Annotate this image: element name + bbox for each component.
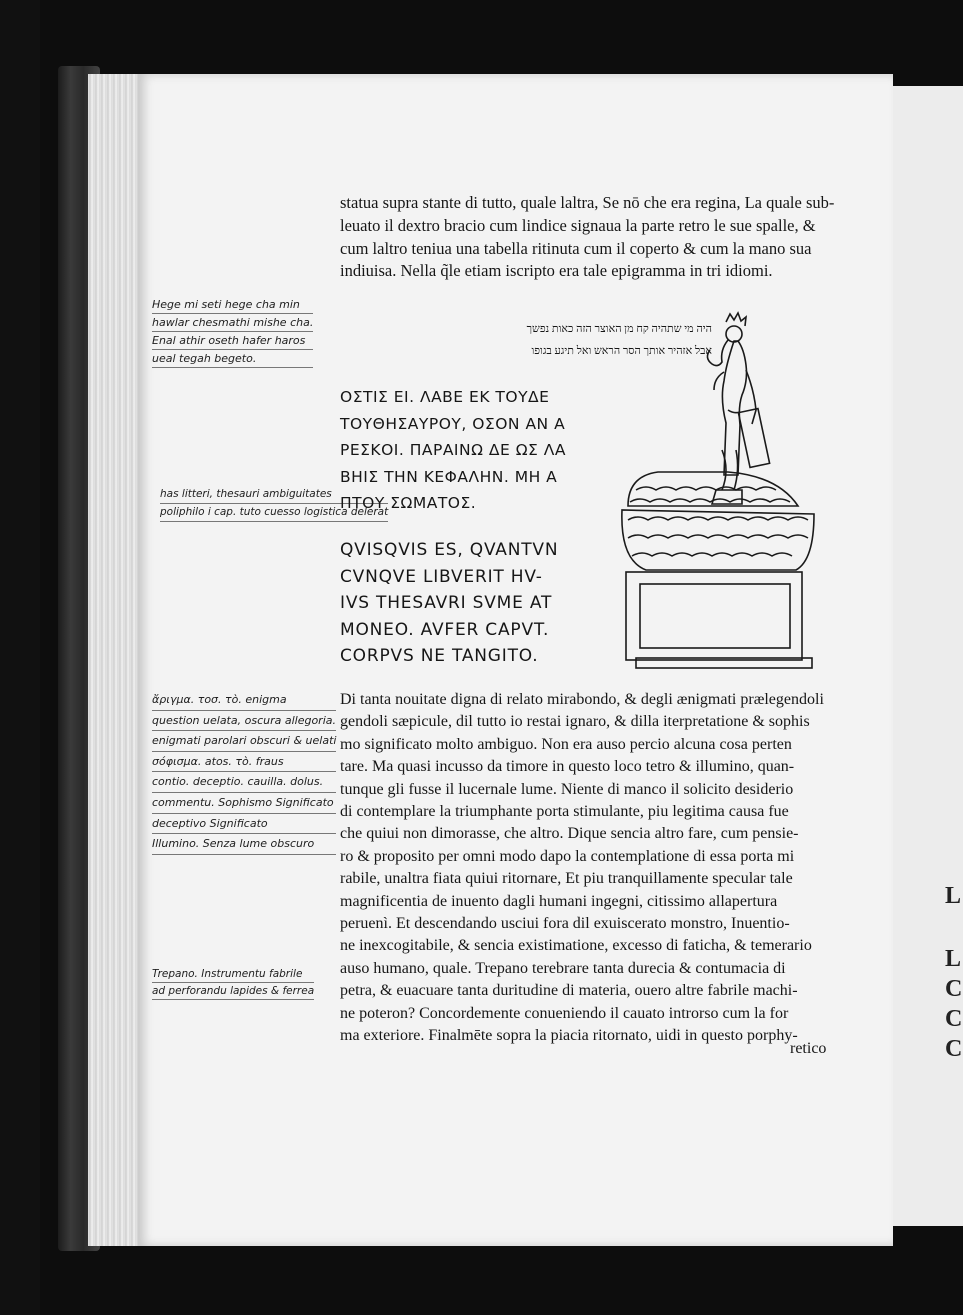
margin-note-2: has litteri, thesauri ambiguitates poliphilo i cap. tuto cuesso logistica delerat xyxy=(160,486,388,522)
text-line: leuato il dextro bracio cum lindice signaua la parte retro le sue spalle, & xyxy=(340,215,816,235)
text-line: auso humano, quale. Trepano terebrare tanta durecia & contumacia di xyxy=(340,959,786,977)
text-line: ma exteriore. Finalmēte sopra la piacia ritornato, uidi in questo porphy- xyxy=(340,1027,798,1045)
text-line: peruenì. Et descendando usciui fora dil exuiscerato monstro, Inuentio- xyxy=(340,915,790,933)
text-line: di contemplare la triumphante porta stimulante, piu legitima causa fue xyxy=(340,803,789,821)
text-line: che quiui non dimorasse, che altro. Dique sencia altro fare, cum pensie- xyxy=(340,825,799,843)
text-line: ro & proposito per omni modo dapo la contemplatione di essa porta mi xyxy=(340,847,795,865)
facing-fragment: L xyxy=(945,946,962,972)
text-line: tunque gli fusse il lucernale lume. Niente di manco il solicito desiderio xyxy=(340,780,794,798)
text-line: gendoli sæpicule, dil tutto io restai ignaro, & dilla iterpretatione & sophis xyxy=(340,713,810,731)
margin-note-3: ἄριγμα. τοσ. τὸ. enigma question uelata, oscura allegoria. enigmati parolari obscuri & uelati σόφισμα. atos. τὸ. fraus contio. deceptio. cauilla. dolus. commentu. Sophismo Significato deceptivo Significato Illumino. Senza lume obscuro xyxy=(152,690,336,855)
text-line: rabile, unaltra fiata quiui ritornare, Et piu tranquillamente specular tale xyxy=(340,870,793,888)
latin-inscription: QVISQVIS ES, QVANTVN CVNQVE LIBVERIT HV- IVS THESAVRI SVME AT MONEO. AVFER CAPVT. CORPVS NE TANGITO. xyxy=(340,540,559,666)
text-line: petra, & euacuare tanta duritudine di materia, ouero altre fabrile machi- xyxy=(340,982,798,1000)
hebrew-inscription: היה מי שתהיה קח מן האוצר הזה כאות נפשך אבל אזהיר אותך הסר הראש ואל תיגע בגופו xyxy=(526,323,712,357)
text-line: cum laltro teniua una tabella ritinuta cum il coperto & cum la mano sua xyxy=(340,238,812,258)
left-dark-border xyxy=(0,0,40,1315)
margin-note-1: Hege mi seti hege cha min hawlar chesmathi mishe cha. Enal athir oseth hafer haros ueal tegah begeto. xyxy=(152,296,313,368)
text-line: Di tanta nouitate digna di relato mirabondo, & degli ænigmati prælegendoli xyxy=(340,691,824,708)
text-line: indiuisa. Nella q̃le etiam iscripto era tale epigramma in tri idiomi. xyxy=(340,261,773,281)
text-line: tare. Ma quasi incusso da timore in questo loco tetro & illumino, quan- xyxy=(340,758,795,776)
text-line: ne poteron? Concordemente conueniendo il cauato introrso cum la for xyxy=(340,1004,789,1022)
statue-on-sarcophagus-woodcut xyxy=(618,310,818,670)
text-line: statua supra stante di tutto, quale laltra, Se nō che era regina, La quale sub- xyxy=(340,193,835,212)
catchword: retico xyxy=(790,1040,827,1057)
margin-note-4: Trepano. Instrumentu fabrile ad perforandu lapides & ferrea xyxy=(152,966,314,1000)
text-line: mo significato molto ambiguo. Non era auso percio alcuna cosa perten xyxy=(340,735,792,753)
body-paragraph xyxy=(340,689,852,1048)
main-paragraph xyxy=(340,192,850,283)
greek-inscription: ΟΣΤΙΣ ΕΙ. ΛΑΒΕ ΕΚ ΤΟΥΔΕ ΤΟΥΘΗΣΑΥΡΟΥ, ΟΣΟΝ ΑΝ Α ΡΕΣΚΟΙ. ΠΑΡΑΙΝΩ ΔΕ ΩΣ ΛΑ ΒΗΙΣ ΤΗΝ ΚΕΦΑΛΗΝ. ΜΗ Α ΠΤΟΥ ΣΩΜΑΤΟΣ. xyxy=(340,388,566,512)
facing-page xyxy=(893,86,963,1226)
facing-fragment: C xyxy=(945,1006,963,1032)
facing-fragment: L xyxy=(945,883,962,909)
text-line: ne inexcogitabile, & sencia existimatione, excesso di faticha, & temerario xyxy=(340,937,812,955)
text-line: magnificentia de inuento dagli humani ingegni, citissimo allapertura xyxy=(340,892,778,910)
facing-fragment: C xyxy=(945,1036,963,1062)
facing-fragment: C xyxy=(945,976,963,1002)
